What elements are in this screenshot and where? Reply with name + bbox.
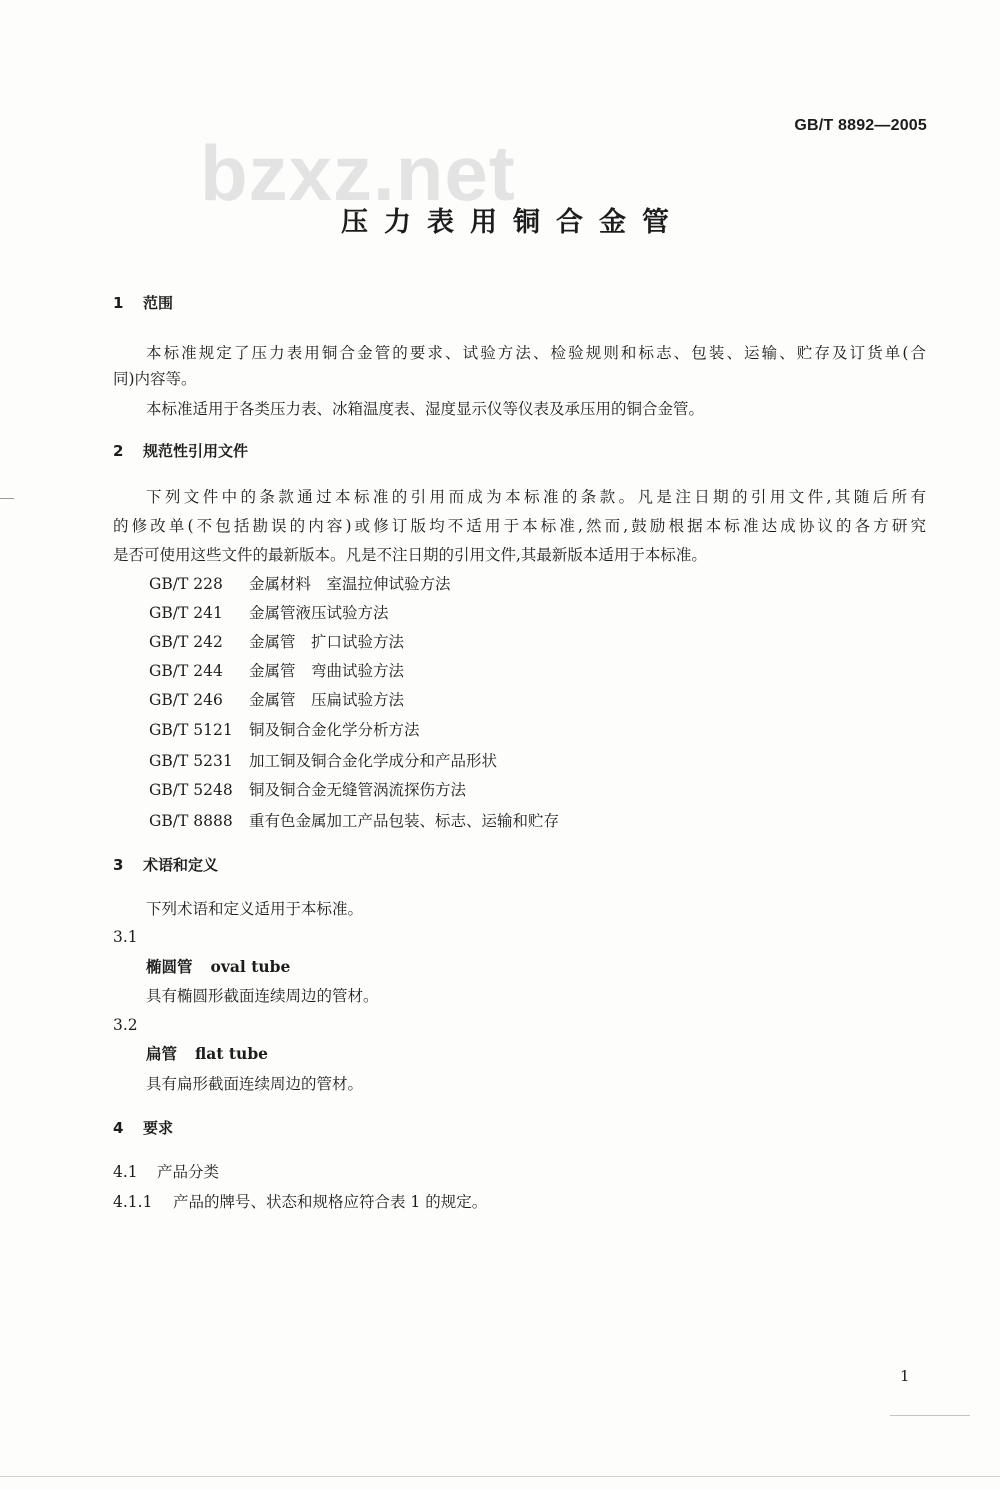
reference-title: 金属材料 室温拉伸试验方法 [249, 575, 451, 593]
section-number: 1 [113, 294, 124, 312]
reference-title: 加工铜及铜合金化学成分和产品形状 [249, 752, 498, 770]
subsection-4-1-1 [113, 1192, 487, 1212]
section-3-heading [113, 855, 218, 875]
reference-item [149, 632, 404, 652]
section-1-paragraph-1-line-1: 本标准规定了压力表用铜合金管的要求、试验方法、检验规则和标志、包装、运输、贮存及订货单(合 [146, 344, 926, 362]
watermark: bzxz.net [200, 129, 516, 217]
reference-code: GB/T 5231 [149, 752, 233, 770]
reference-code: GB/T 5121 [149, 721, 233, 739]
term-heading [146, 1044, 268, 1064]
section-title: 术语和定义 [143, 856, 219, 874]
section-number: 3 [113, 856, 124, 874]
subsection-number: 4.1.1 [113, 1193, 153, 1211]
reference-code: GB/T 241 [149, 604, 223, 622]
reference-title: 铜及铜合金化学分析方法 [249, 721, 420, 739]
section-number: 2 [113, 442, 124, 460]
section-title: 范围 [143, 294, 174, 312]
reference-code: GB/T 244 [149, 662, 223, 680]
reference-item [149, 780, 466, 800]
reference-code: GB/T 228 [149, 575, 223, 593]
section-number: 4 [113, 1119, 124, 1137]
reference-item [149, 574, 451, 594]
subsection-4-1 [113, 1162, 219, 1182]
reference-code: GB/T 8888 [149, 812, 233, 830]
term-english: oval tube [210, 957, 291, 976]
section-title: 要求 [143, 1119, 174, 1137]
reference-item [149, 811, 559, 831]
subsection-title: 产品分类 [157, 1163, 220, 1181]
term-number: 3.2 [113, 1016, 138, 1034]
reference-code: GB/T 242 [149, 633, 223, 651]
section-1-heading [113, 293, 173, 313]
reference-title: 金属管 压扁试验方法 [249, 691, 405, 709]
scan-mark [0, 498, 14, 499]
term-heading [146, 957, 290, 977]
scan-edge-line [0, 1476, 1000, 1477]
section-2-paragraph-line-3: 是否可使用这些文件的最新版本。凡是不注日期的引用文件,其最新版本适用于本标准。 [113, 546, 707, 564]
reference-title: 金属管液压试验方法 [249, 604, 389, 622]
reference-title: 金属管 弯曲试验方法 [249, 662, 405, 680]
section-2-heading [113, 441, 248, 461]
subsection-text: 产品的牌号、状态和规格应符合表 1 的规定。 [173, 1193, 488, 1211]
reference-code: GB/T 246 [149, 691, 223, 709]
reference-item [149, 661, 404, 681]
reference-item [149, 690, 404, 710]
subsection-number: 4.1 [113, 1163, 138, 1181]
reference-title: 铜及铜合金无缝管涡流探伤方法 [249, 781, 467, 799]
reference-item [149, 720, 420, 740]
section-title: 规范性引用文件 [143, 442, 249, 460]
term-definition: 具有椭圆形截面连续周边的管材。 [146, 987, 379, 1005]
reference-title: 金属管 扩口试验方法 [249, 633, 405, 651]
reference-item [149, 751, 497, 771]
reference-code: GB/T 5248 [149, 781, 233, 799]
section-1-paragraph-2: 本标准适用于各类压力表、冰箱温度表、湿度显示仪等仪表及承压用的铜合金管。 [146, 400, 705, 418]
section-2-paragraph-line-2: 的修改单(不包括勘误的内容)或修订版均不适用于本标准,然而,鼓励根据本标准达成协议的各方研究 [113, 517, 926, 535]
term-english: flat tube [195, 1044, 269, 1063]
reference-item [149, 603, 389, 623]
section-3-intro: 下列术语和定义适用于本标准。 [146, 900, 364, 918]
term-chinese: 椭圆管 [146, 958, 193, 976]
term-number: 3.1 [113, 928, 138, 946]
document-title: 压力表用铜合金管 [341, 207, 685, 238]
reference-title: 重有色金属加工产品包装、标志、运输和贮存 [249, 812, 560, 830]
section-4-heading [113, 1118, 173, 1138]
standard-code: GB/T 8892—2005 [794, 117, 927, 134]
section-2-paragraph-line-1: 下列文件中的条款通过本标准的引用而成为本标准的条款。凡是注日期的引用文件,其随后所有 [146, 488, 926, 506]
term-definition: 具有扁形截面连续周边的管材。 [146, 1075, 364, 1093]
section-1-paragraph-1-line-2: 同)内容等。 [113, 370, 197, 388]
term-chinese: 扁管 [146, 1045, 178, 1063]
page-number: 1 [900, 1367, 910, 1385]
scan-mark [890, 1415, 970, 1416]
